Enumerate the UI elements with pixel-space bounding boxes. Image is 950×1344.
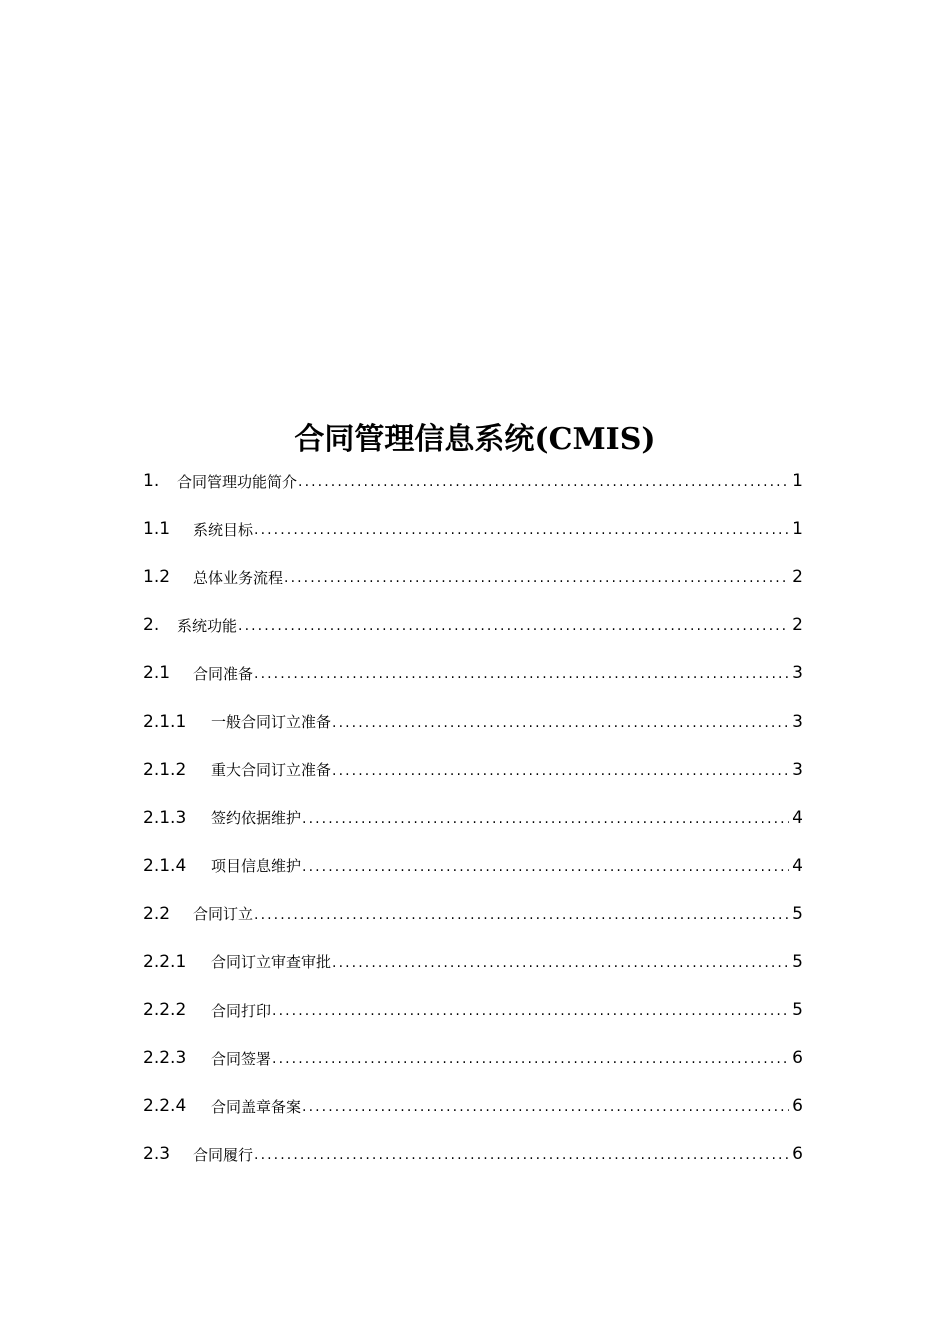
- toc-dot-leader: [254, 1147, 789, 1163]
- toc-entry-number: 1.2: [143, 567, 171, 588]
- toc-entry-text: 合同订立审查审批: [211, 953, 332, 972]
- toc-entry-number: 2.1.1: [143, 711, 187, 732]
- toc-entry-number: 2.2.3: [143, 1048, 187, 1069]
- toc-entry-page: 1: [792, 519, 803, 540]
- toc-dot-leader: [272, 1051, 789, 1067]
- toc-entry-text: 合同打印: [211, 1001, 272, 1020]
- toc-dot-leader: [254, 522, 789, 538]
- toc-entry-number: 2.1.2: [143, 759, 187, 780]
- toc-entry-number: 2.2.1: [143, 951, 187, 972]
- toc-entry[interactable]: [143, 794, 803, 842]
- toc-entry[interactable]: [143, 842, 803, 890]
- toc-dot-leader: [284, 570, 789, 586]
- toc-entry-page: 4: [792, 807, 803, 828]
- toc-entry-text: 合同准备: [193, 664, 254, 683]
- toc-dot-leader: [302, 1099, 789, 1115]
- toc-entry-text: 签约依据维护: [211, 809, 302, 828]
- toc-entry[interactable]: [143, 938, 803, 986]
- toc-entry-page: 3: [792, 759, 803, 780]
- toc-entry-page: 5: [792, 1000, 803, 1021]
- toc-entry-text: 系统目标: [193, 520, 254, 539]
- toc-entry-page: 5: [792, 951, 803, 972]
- toc-dot-leader: [332, 955, 789, 971]
- toc-entry-text: 合同签署: [211, 1049, 272, 1068]
- toc-entry-page: 2: [792, 615, 803, 636]
- toc-entry-number: 2.1: [143, 663, 171, 684]
- toc-entry[interactable]: [143, 601, 803, 649]
- toc-entry-page: 2: [792, 567, 803, 588]
- toc-entry-text: 项目信息维护: [211, 857, 302, 876]
- toc-entry-text: 总体业务流程: [193, 568, 284, 587]
- toc-entry[interactable]: [143, 697, 803, 745]
- toc-dot-leader: [238, 618, 789, 634]
- toc-entry[interactable]: [143, 457, 803, 505]
- toc-entry-page: 3: [792, 663, 803, 684]
- toc-entry-number: 2.2: [143, 903, 171, 924]
- toc-entry-page: 6: [792, 1048, 803, 1069]
- table-of-contents: [143, 457, 803, 1178]
- toc-dot-leader: [332, 715, 789, 731]
- toc-entry-text: 系统功能: [177, 616, 238, 635]
- toc-entry-page: 1: [792, 471, 803, 492]
- toc-entry[interactable]: [143, 746, 803, 794]
- toc-dot-leader: [272, 1003, 789, 1019]
- toc-entry[interactable]: [143, 1082, 803, 1130]
- toc-dot-leader: [254, 907, 789, 923]
- toc-entry[interactable]: [143, 1130, 803, 1178]
- toc-entry-text: 合同盖章备案: [211, 1097, 302, 1116]
- toc-entry-number: 2.2.4: [143, 1096, 187, 1117]
- toc-dot-leader: [332, 763, 789, 779]
- toc-dot-leader: [302, 859, 789, 875]
- toc-entry-page: 3: [792, 711, 803, 732]
- toc-entry-text: 合同管理功能简介: [177, 472, 298, 491]
- toc-dot-leader: [298, 474, 789, 490]
- toc-entry-number: 2.2.2: [143, 1000, 187, 1021]
- toc-entry-page: 5: [792, 903, 803, 924]
- toc-dot-leader: [254, 666, 789, 682]
- toc-entry-text: 合同订立: [193, 905, 254, 924]
- toc-entry[interactable]: [143, 1034, 803, 1082]
- toc-entry-number: 2.1.4: [143, 855, 187, 876]
- toc-entry-number: 1.: [143, 471, 160, 492]
- toc-entry-number: 2.3: [143, 1144, 171, 1165]
- toc-entry[interactable]: [143, 553, 803, 601]
- toc-entry-page: 6: [792, 1096, 803, 1117]
- toc-dot-leader: [302, 811, 789, 827]
- toc-entry[interactable]: [143, 649, 803, 697]
- toc-entry-text: 重大合同订立准备: [211, 761, 332, 780]
- toc-entry[interactable]: [143, 505, 803, 553]
- document-title: 合同管理信息系统(CMIS): [294, 422, 656, 457]
- toc-entry-page: 4: [792, 855, 803, 876]
- toc-entry-page: 6: [792, 1144, 803, 1165]
- toc-entry-text: 一般合同订立准备: [211, 713, 332, 732]
- toc-entry-text: 合同履行: [193, 1145, 254, 1164]
- toc-entry-number: 2.1.3: [143, 807, 187, 828]
- toc-entry-number: 1.1: [143, 519, 171, 540]
- toc-entry[interactable]: [143, 890, 803, 938]
- toc-entry[interactable]: [143, 986, 803, 1034]
- toc-entry-number: 2.: [143, 615, 160, 636]
